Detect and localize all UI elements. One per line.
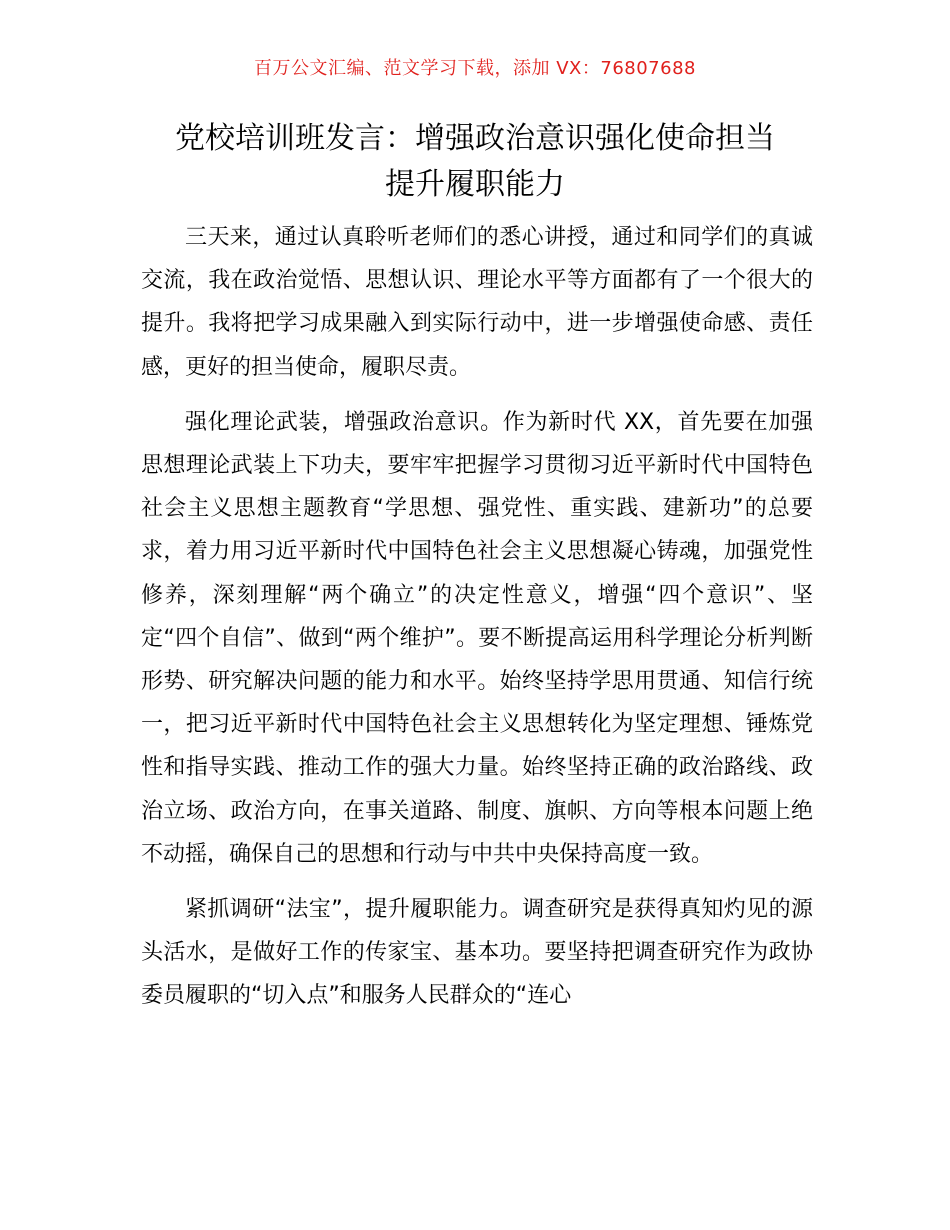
promo-banner: 百万公文汇编、范文学习下载，添加 VX：76807688	[254, 58, 696, 79]
document-title	[130, 116, 820, 208]
paragraph: 三天来，通过认真聆听老师们的悉心讲授，通过和同学们的真诚交流，我在政治觉悟、思想认识、理论水平等方面都有了一个很大的提升。我将把学习成果融入到实际行动中，进一步增强使命感、责任感，更好的担当使命，履职尽责。	[141, 225, 813, 380]
paragraph: 紧抓调研“法宝”，提升履职能力。调查研究是获得真知灼见的源头活水，是做好工作的传家宝、基本功。要坚持把调查研究作为政协委员履职的“切入点”和服务人民群众的“连心	[141, 897, 813, 1009]
document-body	[141, 216, 813, 1030]
title-line-1: 党校培训班发言：增强政治意识强化使命担当	[175, 121, 775, 156]
title-line-2: 提升履职能力	[385, 167, 565, 202]
paragraph: 强化理论武装，增强政治意识。作为新时代 XX，首先要在加强思想理论武装上下功夫，要牢牢把握学习贯彻习近平新时代中国特色社会主义思想主题教育“学思想、强党性、重实践、建新功”的总要求，着力用习近平新时代中国特色社会主义思想凝心铸魂，加强党性修养，深刻理解“两个确立”的决定性意义，增强“四个意识”、坚定“四个自信”、做到“两个维护”。要不断提高运用科学理论分析判断形势、研究解决问题的能力和水平。始终坚持学思用贯通、知信行统一，把习近平新时代中国特色社会主义思想转化为坚定理想、锤炼党性和指导实践、推动工作的强大力量。始终坚持正确的政治路线、政治立场、政治方向，在事关道路、制度、旗帜、方向等根本问题上绝不动摇，确保自己的思想和行动与中共中央保持高度一致。	[141, 409, 813, 867]
